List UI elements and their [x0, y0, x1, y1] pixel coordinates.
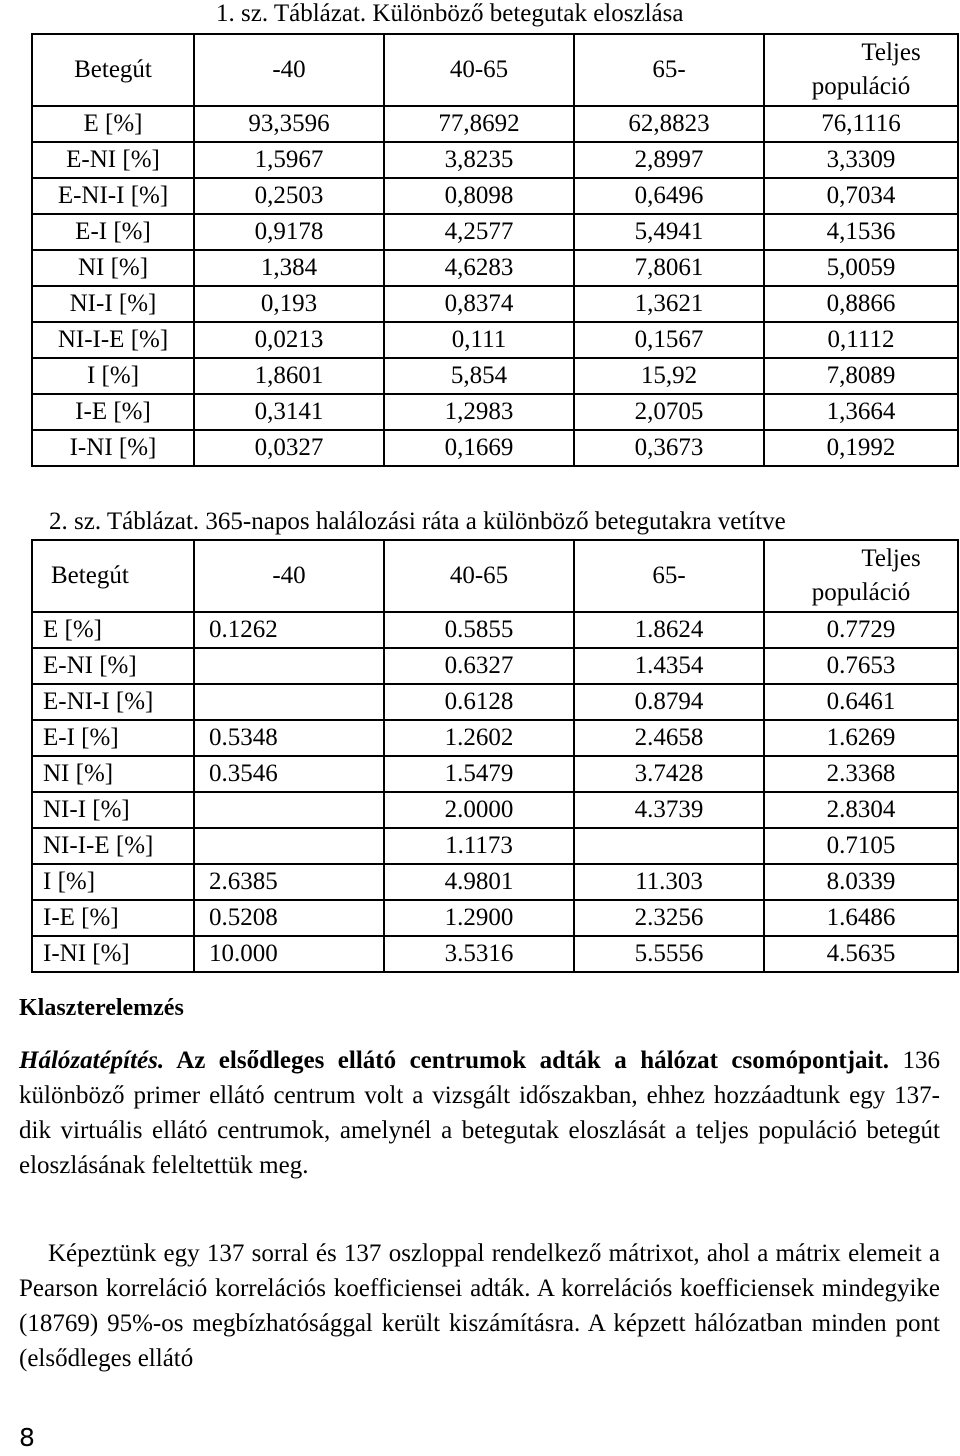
- table1-cell: 3,8235: [384, 142, 574, 178]
- table1-row: [32, 106, 958, 142]
- table1-header-total-line1: Teljes: [861, 39, 921, 66]
- table1-cell: 0,8098: [384, 178, 574, 214]
- table1-cell: 15,92: [574, 358, 764, 394]
- table1-cell: 5,0059: [764, 250, 958, 286]
- table1-cell: 0,1992: [764, 430, 958, 466]
- table1-cell: 4,1536: [764, 214, 958, 250]
- table2-cell: [194, 648, 384, 684]
- table2-header-total: [764, 540, 958, 612]
- table2-cell: 0.7653: [764, 648, 958, 684]
- table2-cell: 0.6128: [384, 684, 574, 720]
- table1-header-total-line2: populáció: [811, 73, 911, 100]
- table1-row-label: I-NI [%]: [32, 430, 194, 466]
- table1-cell: 62,8823: [574, 106, 764, 142]
- table1-row-label: NI-I-E [%]: [32, 322, 194, 358]
- table2-cell: 1.8624: [574, 612, 764, 648]
- table1-cell: 3,3309: [764, 142, 958, 178]
- table2-cell: 0.3546: [194, 756, 384, 792]
- table2-cell: 2.8304: [764, 792, 958, 828]
- table2-row: [32, 648, 958, 684]
- table2-cell: 0.7105: [764, 828, 958, 864]
- table2-cell: 2.0000: [384, 792, 574, 828]
- table1-row-label: I [%]: [32, 358, 194, 394]
- table1-body: [32, 106, 958, 466]
- table2-row: [32, 756, 958, 792]
- table1-cell: 0,0213: [194, 322, 384, 358]
- table2-cell: 2.3256: [574, 900, 764, 936]
- table2-row-label: E-I [%]: [32, 720, 194, 756]
- table2-cell: [574, 828, 764, 864]
- table2-header-betegut: Betegút: [32, 540, 194, 612]
- table2-body: [32, 612, 958, 972]
- section-heading: Klaszterelemzés: [19, 995, 184, 1021]
- table1-header-total: [764, 34, 958, 106]
- table1-cell: 2,8997: [574, 142, 764, 178]
- table1-cell: 0,3673: [574, 430, 764, 466]
- table2-header-age-over-65: 65-: [574, 540, 764, 612]
- table1-cell: 2,0705: [574, 394, 764, 430]
- table1: [31, 33, 959, 467]
- table1-header-age-over-65: 65-: [574, 34, 764, 106]
- table2-cell: 4.9801: [384, 864, 574, 900]
- paragraph-matrix: Képeztünk egy 137 sorral és 137 oszloppal rendelkező mátrixot, ahol a mátrix elemeit a Pearson korreláció korrelációs koefficiensei adták. A korrelációs koefficiensek mindegyike (18769) 95%-os megbízhatósággal került kiszámításra. A képzett hálózatban minden pont (elsődleges ellátó: [19, 1240, 940, 1372]
- table1-cell: 0,1669: [384, 430, 574, 466]
- table1-cell: 5,854: [384, 358, 574, 394]
- table2-cell: 4.3739: [574, 792, 764, 828]
- table2-row-label: NI [%]: [32, 756, 194, 792]
- table2-cell: 0.5348: [194, 720, 384, 756]
- page-number: 8: [19, 1423, 35, 1452]
- table1-cell: 1,5967: [194, 142, 384, 178]
- table2-cell: 0.1262: [194, 612, 384, 648]
- table1-header-age-under-40: -40: [194, 34, 384, 106]
- table2-cell: 5.5556: [574, 936, 764, 972]
- table1-cell: 77,8692: [384, 106, 574, 142]
- table1-cell: 7,8061: [574, 250, 764, 286]
- table2-header-age-40-65: 40-65: [384, 540, 574, 612]
- table2-cell: 0.6461: [764, 684, 958, 720]
- table1-row-label: I-E [%]: [32, 394, 194, 430]
- table1-row-label: NI [%]: [32, 250, 194, 286]
- table1-header-row: [32, 34, 958, 106]
- table1-row-label: NI-I [%]: [32, 286, 194, 322]
- table1-row: [32, 142, 958, 178]
- table2-cell: 1.1173: [384, 828, 574, 864]
- table1-row-label: E [%]: [32, 106, 194, 142]
- table2-header-row: [32, 540, 958, 612]
- table1-cell: 0,8374: [384, 286, 574, 322]
- table1-cell: 1,3621: [574, 286, 764, 322]
- table1-row: [32, 286, 958, 322]
- table1-cell: 7,8089: [764, 358, 958, 394]
- table2-row-label: NI-I-E [%]: [32, 828, 194, 864]
- table2-row: [32, 828, 958, 864]
- table1-cell: 0,7034: [764, 178, 958, 214]
- table1-row: [32, 430, 958, 466]
- table1-row-label: E-NI [%]: [32, 142, 194, 178]
- table2-cell: [194, 684, 384, 720]
- table1-cell: 0,193: [194, 286, 384, 322]
- table2-cell: 0.8794: [574, 684, 764, 720]
- table2-row: [32, 720, 958, 756]
- table1-cell: 0,3141: [194, 394, 384, 430]
- table2-cell: 10.000: [194, 936, 384, 972]
- table2-cell: 0.5855: [384, 612, 574, 648]
- table2-cell: 2.3368: [764, 756, 958, 792]
- table2-row: [32, 792, 958, 828]
- table1-row: [32, 178, 958, 214]
- table2-cell: 1.4354: [574, 648, 764, 684]
- table1-row: [32, 358, 958, 394]
- table2-row-label: I-NI [%]: [32, 936, 194, 972]
- table1-cell: 1,384: [194, 250, 384, 286]
- table1-row: [32, 214, 958, 250]
- table2-cell: 1.6486: [764, 900, 958, 936]
- table2-cell: 8.0339: [764, 864, 958, 900]
- table1-cell: 0,0327: [194, 430, 384, 466]
- table2-cell: 2.6385: [194, 864, 384, 900]
- table2-cell: 0.7729: [764, 612, 958, 648]
- table2-row-label: E-NI [%]: [32, 648, 194, 684]
- paragraph-lead-bold: Az elsődleges ellátó centrumok adták a hálózat csomópontjait.: [164, 1047, 890, 1074]
- table2-cell: 2.4658: [574, 720, 764, 756]
- table1-cell: 0,9178: [194, 214, 384, 250]
- table1-cell: 4,2577: [384, 214, 574, 250]
- table2-cell: [194, 828, 384, 864]
- table2-row-label: I-E [%]: [32, 900, 194, 936]
- table1-cell: 5,4941: [574, 214, 764, 250]
- table1-cell: 0,111: [384, 322, 574, 358]
- table2-cell: 1.2602: [384, 720, 574, 756]
- table1-cell: 4,6283: [384, 250, 574, 286]
- table1-row-label: E-NI-I [%]: [32, 178, 194, 214]
- table2-row: [32, 684, 958, 720]
- table2-header-total-line1: Teljes: [861, 545, 921, 572]
- table2-cell: 4.5635: [764, 936, 958, 972]
- table2-cell: 1.5479: [384, 756, 574, 792]
- table1-row: [32, 322, 958, 358]
- table1-cell: 93,3596: [194, 106, 384, 142]
- table2-caption: 2. sz. Táblázat. 365-napos halálozási ráta a különböző betegutakra vetítve: [49, 508, 786, 535]
- table2-row: [32, 936, 958, 972]
- table1-row: [32, 250, 958, 286]
- table1-cell: 0,8866: [764, 286, 958, 322]
- table1-cell: 0,1112: [764, 322, 958, 358]
- table1-row: [32, 394, 958, 430]
- table2-cell: 1.2900: [384, 900, 574, 936]
- table2-row-label: E-NI-I [%]: [32, 684, 194, 720]
- paragraph-network-building: [19, 1043, 940, 1183]
- table1-cell: 0,6496: [574, 178, 764, 214]
- table2-cell: 0.6327: [384, 648, 574, 684]
- paragraph-lead-italic: Hálózatépítés.: [19, 1047, 165, 1074]
- table1-header-age-40-65: 40-65: [384, 34, 574, 106]
- table2: [31, 539, 959, 973]
- table2-row: [32, 900, 958, 936]
- table1-cell: 1,2983: [384, 394, 574, 430]
- table2-row-label: I [%]: [32, 864, 194, 900]
- table2-header-total-line2: populáció: [811, 579, 911, 606]
- table1-cell: 1,8601: [194, 358, 384, 394]
- table1-caption: 1. sz. Táblázat. Különböző betegutak eloszlása: [216, 0, 684, 27]
- table2-row-label: E [%]: [32, 612, 194, 648]
- table2-cell: 0.5208: [194, 900, 384, 936]
- table2-cell: 11.303: [574, 864, 764, 900]
- table2-row: [32, 864, 958, 900]
- table1-cell: 0,1567: [574, 322, 764, 358]
- table2-header-age-under-40: -40: [194, 540, 384, 612]
- table2-row-label: NI-I [%]: [32, 792, 194, 828]
- table2-row: [32, 612, 958, 648]
- table2-cell: [194, 792, 384, 828]
- paragraph-body: 136 különböző primer ellátó centrum volt a vizsgált időszakban, ehhez hozzáadtunk egy 137-dik virtuális ellátó centrumok, amelynél a betegutak eloszlását a teljes populáció betegút eloszlásának feleltettük meg.: [19, 1047, 941, 1179]
- table2-cell: 1.6269: [764, 720, 958, 756]
- table1-header-betegut: Betegút: [32, 34, 194, 106]
- table2-cell: 3.7428: [574, 756, 764, 792]
- table1-cell: 0,2503: [194, 178, 384, 214]
- table1-cell: 1,3664: [764, 394, 958, 430]
- table1-row-label: E-I [%]: [32, 214, 194, 250]
- table1-cell: 76,1116: [764, 106, 958, 142]
- table2-cell: 3.5316: [384, 936, 574, 972]
